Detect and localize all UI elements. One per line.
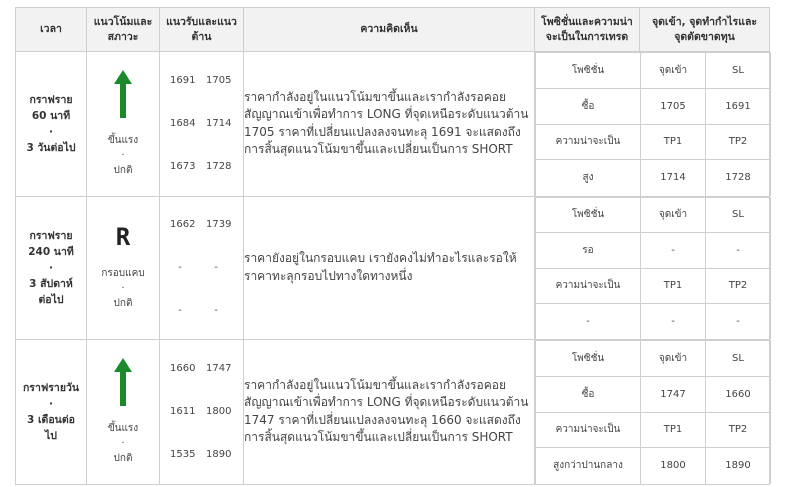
levels-cell: [160, 340, 244, 485]
level-row: [160, 347, 243, 390]
trade-label: ซื้อ: [536, 376, 641, 412]
comment-text: ราคากำลังอยู่ในแนวโน้มขาขึ้นและเรากำลังรอคอยสัญญาณเข้าเพื่อทำการ LONG ที่จุดเหนือระดับแนวต้าน 1705 ราคาที่เปลี่ยนแปลงลงจนทะลุ 1691 จะแสดงถึงการสิ้นสุดแนวโน้มขาขึ้นและเปลี่ยนเป็นการ SHORT: [244, 89, 529, 157]
table-row: [16, 196, 770, 340]
trade-row: [536, 376, 771, 412]
levels-cell: [160, 52, 244, 197]
timeframe-label: 3 เดือนต่อ: [27, 413, 75, 426]
resistance-level: 1890: [206, 449, 232, 461]
support-level: 1673: [170, 161, 196, 173]
timeframe-label: 240 นาที: [28, 245, 74, 258]
trade-value: จุดเข้า: [641, 53, 706, 89]
support-level: 1691: [170, 75, 196, 87]
trade-table: [535, 52, 771, 196]
support-level: 1684: [170, 118, 196, 130]
trend-cell: [87, 340, 160, 485]
trade-row: [536, 304, 771, 340]
resistance-level: 1714: [206, 118, 232, 130]
comment-cell: [244, 340, 535, 485]
trade-value: 1691: [706, 88, 771, 124]
comment-text: ราคากำลังอยู่ในแนวโน้มขาขึ้นและเรากำลังรอคอยสัญญาณเข้าเพื่อทำการ LONG ที่จุดเหนือระดับแนวต้าน 1747 ราคาที่เปลี่ยนแปลงลงจนทะลุ 1660 จะแสดงถึงการสิ้นสุดแนวโน้มขาขึ้นและเปลี่ยนเป็นการ SHORT: [244, 377, 529, 445]
timeframe-label: ไป: [45, 429, 57, 442]
resistance-level: 1800: [206, 406, 232, 418]
trade-cell: [535, 52, 770, 197]
trend-label: ปกติ: [113, 298, 133, 310]
trade-label: -: [536, 304, 641, 340]
timeframe-label: 3 วันต่อไป: [26, 141, 76, 154]
trade-row: [536, 53, 771, 89]
trend-label: ·: [121, 437, 125, 449]
timeframe-label: กราฟราย: [29, 93, 73, 106]
table-row: [16, 52, 770, 197]
trade-value: TP1: [641, 268, 706, 304]
level-row: [160, 102, 243, 145]
trade-value: -: [706, 304, 771, 340]
header-comment: ความคิดเห็น: [244, 8, 535, 52]
header-trend: แนวโน้มและ สภาวะ: [87, 8, 160, 52]
trade-value: TP1: [641, 124, 706, 160]
trend-label: ปกติ: [113, 164, 133, 176]
trade-value: 1714: [641, 160, 706, 196]
trade-value: 1728: [706, 160, 771, 196]
comment-text: ราคายังอยู่ในกรอบแคบ เรายังคงไม่ทำอะไรและรอให้ราคาทะลุกรอบไปทางใดทางหนึ่ง: [244, 251, 517, 283]
table-row: [16, 340, 770, 485]
support-level: 1660: [170, 363, 196, 375]
trade-value: 1660: [706, 376, 771, 412]
resistance-level: 1739: [206, 219, 232, 231]
trade-value: 1890: [706, 448, 771, 484]
up-arrow-icon: [87, 70, 159, 123]
trade-value: -: [641, 304, 706, 340]
timeframe-label: กราฟรายวัน: [22, 381, 80, 394]
comment-cell: [244, 52, 535, 197]
resistance-level: 1747: [206, 363, 232, 375]
level-row: [160, 246, 243, 289]
comment-cell: [244, 196, 535, 340]
trade-row: [536, 268, 771, 304]
trade-row: [536, 448, 771, 484]
trade-row: [536, 412, 771, 448]
resistance-level: -: [214, 262, 218, 274]
trade-label: โพซิชั่น: [536, 197, 641, 233]
level-row: [160, 433, 243, 476]
trade-value: SL: [706, 53, 771, 89]
header-row: [16, 8, 770, 52]
level-row: [160, 203, 243, 246]
support-level: -: [178, 262, 182, 274]
levels-cell: [160, 196, 244, 340]
timeframe-cell: [16, 340, 87, 485]
timeframe-label: กราฟราย: [29, 229, 73, 242]
trade-value: 1705: [641, 88, 706, 124]
trade-label: ความน่าจะเป็น: [536, 268, 641, 304]
trend-label: ·: [121, 149, 125, 161]
trade-label: ความน่าจะเป็น: [536, 412, 641, 448]
trend-cell: [87, 52, 160, 197]
trade-value: TP2: [706, 412, 771, 448]
trade-value: จุดเข้า: [641, 197, 706, 233]
support-level: 1662: [170, 219, 196, 231]
forecast-table: [15, 7, 770, 485]
trade-value: TP2: [706, 124, 771, 160]
trade-value: SL: [706, 197, 771, 233]
up-arrow-icon: [87, 358, 159, 411]
trade-row: [536, 124, 771, 160]
level-row: [160, 59, 243, 102]
timeframe-label: ต่อไป: [38, 293, 64, 306]
header-time: เวลา: [16, 8, 87, 52]
trade-label: ความน่าจะเป็น: [536, 124, 641, 160]
resistance-level: 1728: [206, 161, 232, 173]
level-row: [160, 390, 243, 433]
trade-value: 1800: [641, 448, 706, 484]
timeframe-label: ·: [49, 125, 53, 138]
trend-label: ปกติ: [113, 452, 133, 464]
support-level: 1611: [170, 406, 196, 418]
support-level: -: [178, 305, 182, 317]
trade-cell: [535, 196, 770, 340]
trade-cell: [535, 340, 770, 485]
trade-value: SL: [706, 341, 771, 377]
trade-value: TP2: [706, 268, 771, 304]
level-row: [160, 289, 243, 332]
trade-label: สูง: [536, 160, 641, 196]
trend-label: ·: [121, 283, 125, 295]
support-level: 1535: [170, 449, 196, 461]
resistance-level: 1705: [206, 75, 232, 87]
r-range-icon: R: [115, 223, 131, 252]
trade-label: รอ: [536, 233, 641, 269]
timeframe-cell: [16, 196, 87, 340]
trade-label: ซื้อ: [536, 88, 641, 124]
trade-row: [536, 160, 771, 196]
trend-label: ขึ้นแรง: [107, 422, 139, 434]
trade-value: 1747: [641, 376, 706, 412]
trade-label: โพซิชั่น: [536, 341, 641, 377]
trade-value: -: [706, 233, 771, 269]
trend-cell: [87, 196, 160, 340]
trend-label: กรอบแคบ: [101, 268, 145, 280]
trade-value: จุดเข้า: [641, 341, 706, 377]
trade-row: [536, 88, 771, 124]
level-row: [160, 145, 243, 188]
timeframe-label: ·: [49, 261, 53, 274]
header-levels: แนวรับและแนว ต้าน: [160, 8, 244, 52]
trade-label: สูงกว่าปานกลาง: [536, 448, 641, 484]
trade-row: [536, 233, 771, 269]
trade-table: [535, 197, 771, 340]
trade-label: โพซิชั่น: [536, 53, 641, 89]
timeframe-label: 3 สัปดาห์: [29, 277, 73, 290]
trade-row: [536, 197, 771, 233]
trade-row: [536, 341, 771, 377]
header-entry: จุดเข้า, จุดทำกำไรและ จุดตัดขาดทุน: [640, 8, 770, 52]
trend-label: ขึ้นแรง: [107, 134, 139, 146]
resistance-level: -: [214, 305, 218, 317]
timeframe-label: ·: [49, 397, 53, 410]
trade-table: [535, 340, 771, 484]
trade-value: TP1: [641, 412, 706, 448]
header-position: โพซิชั่นและความน่า จะเป็นในการเทรด: [535, 8, 640, 52]
timeframe-label: 60 นาที: [31, 109, 71, 122]
trade-value: -: [641, 233, 706, 269]
timeframe-cell: [16, 52, 87, 197]
